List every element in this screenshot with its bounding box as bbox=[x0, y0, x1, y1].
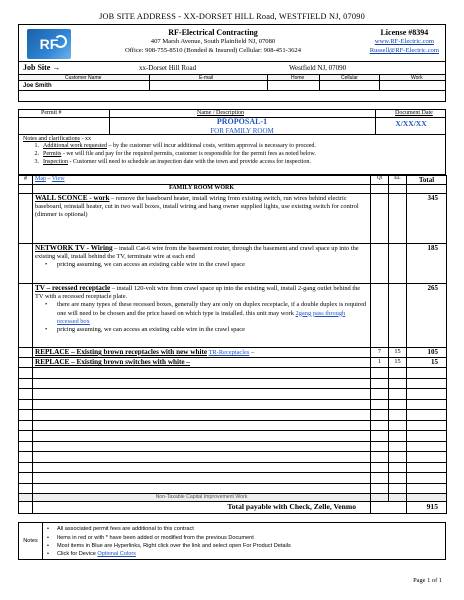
clarifications-title: Notes and clarifications bbox=[23, 136, 80, 142]
license-block bbox=[370, 28, 439, 55]
col-customer-name: Customer Name bbox=[65, 75, 102, 81]
row-qt: 7 bbox=[371, 348, 389, 358]
col-ea: Ea. bbox=[389, 176, 407, 185]
footer-notes-label: Notes bbox=[19, 523, 43, 559]
section-title: FAMILY ROOM WORK bbox=[33, 185, 371, 194]
row-ea: 15 bbox=[389, 348, 407, 358]
license-number: License #8394 bbox=[380, 28, 429, 37]
non-taxable-label: Non-Taxable Capital Improvement Work bbox=[33, 494, 371, 502]
permit-block bbox=[18, 109, 446, 135]
total-row bbox=[19, 502, 447, 514]
table-row: TV – recessed receptacle – install 120-volt wire from crawl space up into the existing wall, install 2-gang outlet behind the TV with a recessed receptacle plate. • there are many types of these recessed boxes, generally they are only on duplex receptacle, if a double duplex is required one will need to be chosen and the price based on which type is installed. this unit may work 2gang pass through recessed box • pricing assuming, we can access an existing cable wire in the crawl space 265 bbox=[19, 284, 447, 348]
customer-name: Joe Smith bbox=[23, 83, 52, 89]
doc-date-col-label: Document Date bbox=[395, 110, 433, 116]
clarifications-block: Notes and clarifications - xx 1. Additional work requested – by the customer will incur additional costs, written approval is necessary to proceed. 2. Permits - we will file and pay for the required permits, customer is responsible for the permit fees as noted below. 3. Inspection - Customer will need to schedule an inspection date with the town and provide access for inspection. bbox=[18, 135, 446, 175]
recessed-box-link[interactable]: 2gang pass through recessed box bbox=[57, 309, 346, 325]
map-link[interactable]: Map bbox=[35, 176, 46, 182]
table-row: WALL SCONCE - work – remove the baseboard heater, install wiring from existing switch, run wires behind electric baseboard, reinstall heater, cut in two wall boxes, install wiring and hang owner supplied lights, use existing switch for control (dimmer is optional) 345 bbox=[19, 194, 447, 244]
document-page bbox=[18, 10, 446, 560]
table-row: NETWORK TV - Wiring – install Cat-6 wire from the basement router, through the basement and crawl space up into the existing wall, install behind the TV, terminate wire at each end • pricing assuming, we can access an existing cable wire in the crawl space 185 bbox=[19, 244, 447, 284]
row-total: 185 bbox=[407, 244, 447, 284]
name-desc-col-label: Name / Description bbox=[197, 110, 244, 116]
row-total: 345 bbox=[407, 194, 447, 244]
proposal-subtitle: FOR FAMILY ROOM bbox=[210, 126, 274, 135]
row-total: 15 bbox=[407, 358, 447, 368]
blank-row bbox=[19, 431, 447, 442]
company-address: 407 Marsh Avenue, South Plainfield NJ, 07080 bbox=[150, 38, 276, 45]
footer-note-item: • Most items in Blue are Hyperlinks, Right click over the link and select open For Product Details bbox=[43, 542, 291, 550]
row-total: 105 bbox=[407, 348, 447, 358]
table-row: REPLACE – Existing brown receptacles with new white TR-Receptacles – 7 15 105 bbox=[19, 348, 447, 358]
blank-row bbox=[19, 420, 447, 431]
row-qt: 1 bbox=[371, 358, 389, 368]
blank-row bbox=[19, 410, 447, 421]
blank-row bbox=[19, 389, 447, 400]
row-ea: 15 bbox=[389, 358, 407, 368]
site-address-title: JOB SITE ADDRESS - XX-DORSET HILL Road, WESTFIELD NJ, 07090 bbox=[99, 12, 365, 21]
footer-note-item: • All associated permit fees are additional to this contract bbox=[43, 525, 291, 533]
items-header-row: # Map – View Qt Ea. Total bbox=[19, 176, 447, 185]
blank-row bbox=[19, 483, 447, 494]
job-site-city: Westfield NJ, 07090 bbox=[289, 64, 347, 72]
items-table bbox=[18, 175, 447, 514]
row-total: 265 bbox=[407, 284, 447, 348]
col-cellular: Cellular bbox=[341, 75, 358, 81]
blank-row bbox=[19, 378, 447, 389]
blank-row bbox=[19, 368, 447, 379]
col-email: E-mail bbox=[199, 75, 214, 81]
clarification-item: 2. Permits - we will file and pay for the required permits, customer is responsible for the permit fees as noted below. bbox=[34, 151, 316, 158]
email-link[interactable]: Russell@RF-Electric.com bbox=[369, 47, 439, 54]
view-link[interactable]: View bbox=[51, 176, 65, 182]
page-number: Page 1 of 1 bbox=[413, 577, 442, 584]
company-header bbox=[18, 24, 446, 62]
clarification-item: 3. Inspection - Customer will need to schedule an inspection date with the town and provide access for inspection. bbox=[34, 159, 311, 166]
permit-col-label: Permit # bbox=[41, 110, 62, 116]
blank-row bbox=[19, 452, 447, 463]
grand-total: 915 bbox=[407, 502, 447, 514]
section-row bbox=[19, 185, 447, 194]
blank-row bbox=[19, 462, 447, 473]
proposal-title: PROPOSAL-1 bbox=[216, 117, 268, 126]
non-taxable-row bbox=[19, 494, 447, 502]
company-name: RF-Electrical Contracting bbox=[168, 28, 258, 37]
col-work: Work bbox=[411, 75, 423, 81]
job-site-street: xx-Dorset Hill Road bbox=[139, 64, 197, 72]
company-phones: Office: 908-755-8510 (Bonded & Insured) Cellular: 908-451-3624 bbox=[124, 47, 302, 54]
blank-row bbox=[19, 473, 447, 484]
col-num: # bbox=[19, 176, 33, 185]
blank-row bbox=[19, 441, 447, 452]
company-info bbox=[103, 28, 323, 55]
footer-note-item: • Items in red or with * have been added or modified from the previous Document bbox=[43, 534, 291, 542]
table-row: REPLACE – Existing brown switches with white – 1 15 15 bbox=[19, 358, 447, 368]
col-qt: Qt bbox=[371, 176, 389, 185]
footer-note-item: • Click for Device Optional Colors bbox=[43, 550, 291, 558]
blank-row bbox=[19, 399, 447, 410]
footer-notes bbox=[18, 522, 446, 560]
optional-colors-link[interactable]: Optional Colors bbox=[97, 551, 136, 558]
job-site-label: Job Site → bbox=[23, 63, 61, 72]
col-total: Total bbox=[407, 176, 447, 185]
website-link[interactable]: www.RF-Electric.com bbox=[374, 38, 434, 45]
clarification-item: 1. Additional work requested – by the customer will incur additional costs, written approval is necessary to proceed. bbox=[34, 143, 316, 149]
total-label: Total payable with Check, Zelle, Venmo bbox=[33, 502, 371, 514]
company-logo: RF bbox=[27, 29, 71, 59]
tr-receptacles-link[interactable]: TR-Receptacles bbox=[208, 349, 250, 356]
document-date: X/XX/XX bbox=[395, 119, 427, 128]
col-home: Home bbox=[291, 75, 305, 81]
job-site-block bbox=[18, 62, 446, 102]
